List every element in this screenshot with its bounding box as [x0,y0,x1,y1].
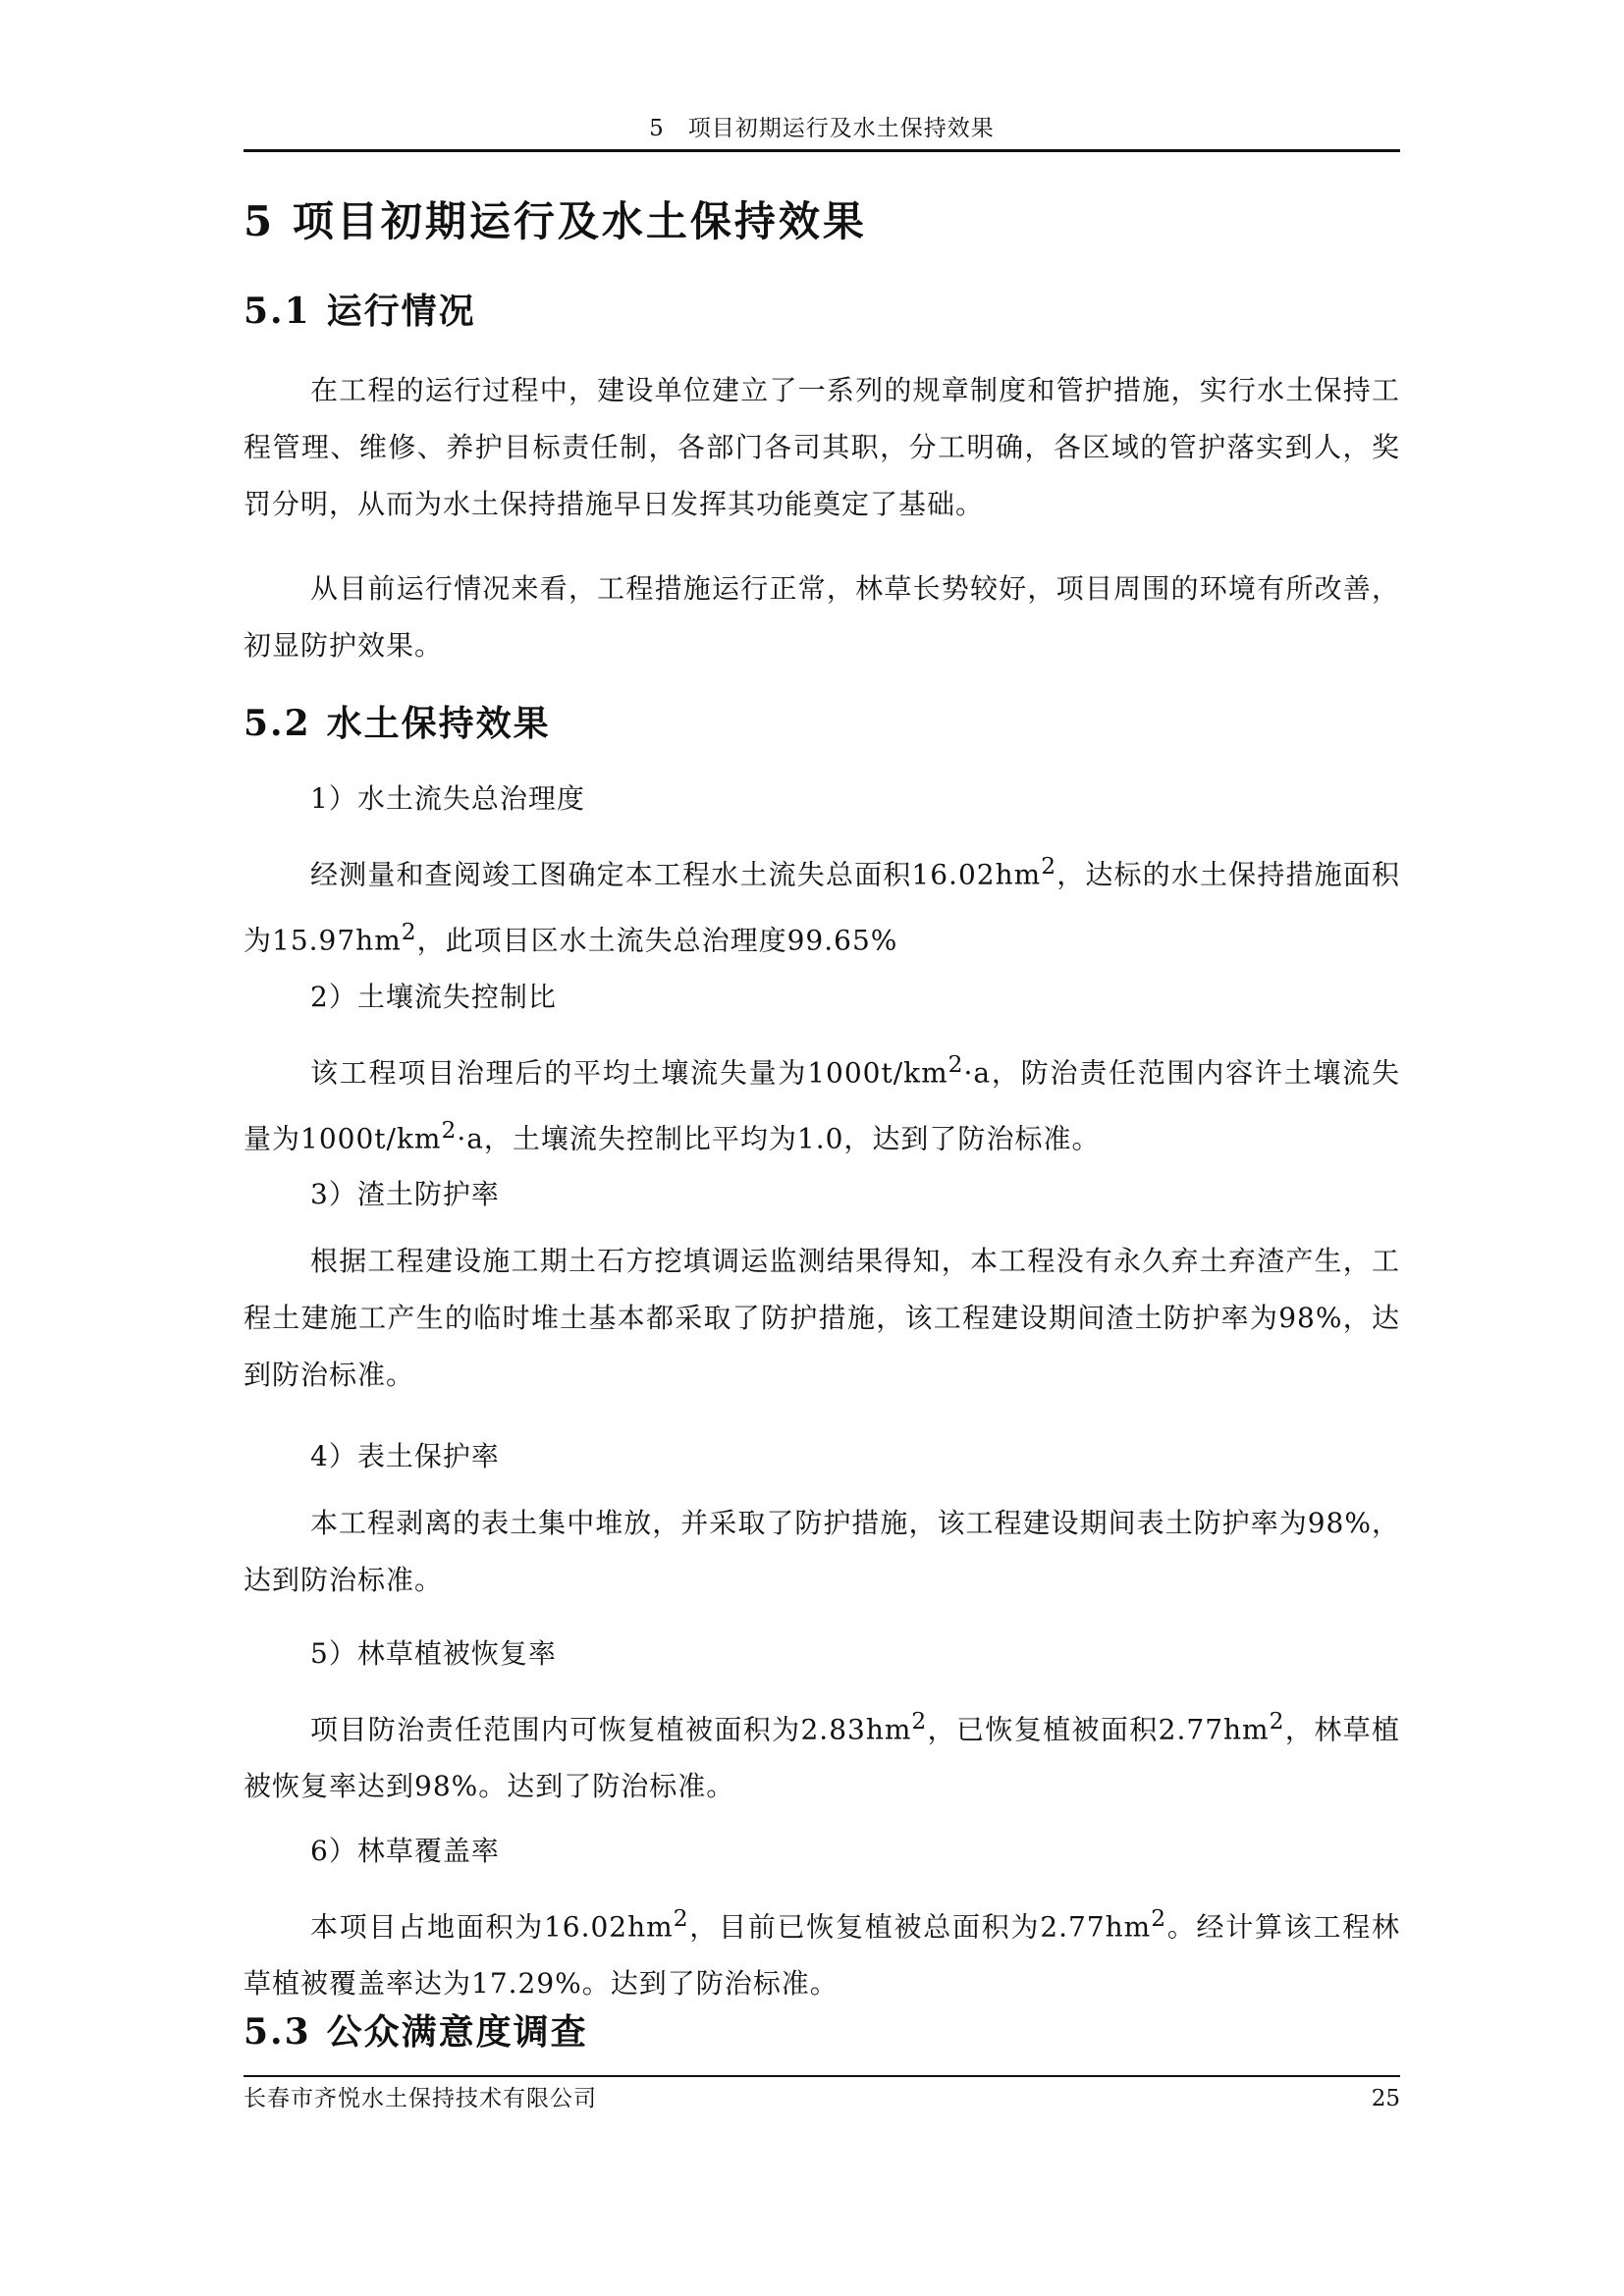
paragraph-operation-2: 从目前运行情况来看，工程措施运行正常，林草长势较好，项目周围的环境有所改善，初显防护效果。 [244,572,1400,662]
section-heading-5-1 [244,287,476,336]
item-label-5: 5）林草植被恢复率 [310,1637,557,1670]
paragraph-operation-1: 在工程的运行过程中，建设单位建立了一系列的规章制度和管护措施，实行水土保持工程管理、维修、养护目标责任制，各部门各司其职，分工明确，各区域的管护落实到人，奖罚分明，从而为水土保持措施早日发挥其功能奠定了基础。 [244,374,1400,520]
section-heading-5-3 [244,2007,588,2056]
item-text-5: 项目防治责任范围内可恢复植被面积为$2.83hm^2$，已恢复植被面积$2.77hm^2$，林草植被恢复率达到98%。达到了防治标准。 [244,1707,1400,1803]
item-label-3: 3）渣土防护率 [310,1178,500,1210]
chapter-title: 5 项目初期运行及水土保持效果 [244,197,867,245]
section-title: 公众满意度调查 [326,2011,588,2053]
item-label-2: 2）土壤流失控制比 [310,981,557,1013]
item-text-4: 本工程剥离的表土集中堆放，并采取了防护措施，该工程建设期间表土防护率为98%，达到防治标准。 [244,1507,1400,1596]
section-number: 5.3 [244,2011,311,2053]
section-title: 水土保持效果 [326,703,551,744]
item-label-4: 4）表土保护率 [310,1440,500,1472]
section-heading-5-2 [244,699,551,748]
footer-rule [244,2075,1400,2077]
running-header: 5 项目初期运行及水土保持效果 [649,116,995,141]
item-text-1: 经测量和查阅竣工图确定本工程水土流失总面积$16.02hm^2$，达标的水土保持措施面积为$15.97hm^2$，此项目区水土流失总治理度99.65% [244,852,1400,957]
item-label-6: 6）林草覆盖率 [310,1835,500,1867]
header-rule [244,149,1400,152]
footer-company: 长春市齐悦水土保持技术有限公司 [244,2086,597,2111]
item-text-2: 该工程项目治理后的平均土壤流失量为$1000t/km^2\cdot a$，防治责任范围内容许土壤流失量为$1000t/km^2\cdot a$，土壤流失控制比平均为1.0，达到了防治标准。 [244,1050,1400,1155]
section-number: 5.1 [244,291,311,332]
section-title: 运行情况 [326,291,476,332]
page-number: 25 [1371,2086,1400,2111]
item-text-6: 本项目占地面积为$16.02hm^2$，目前已恢复植被总面积为$2.77hm^2$。经计算该工程林草植被覆盖率达为17.29%。达到了防治标准。 [244,1904,1400,2001]
item-label-1: 1）水土流失总治理度 [310,782,585,815]
section-number: 5.2 [244,703,311,744]
item-text-3: 根据工程建设施工期土石方挖填调运监测结果得知，本工程没有永久弃土弃渣产生，工程土建施工产生的临时堆土基本都采取了防护措施，该工程建设期间渣土防护率为98%，达到防治标准。 [244,1245,1400,1391]
